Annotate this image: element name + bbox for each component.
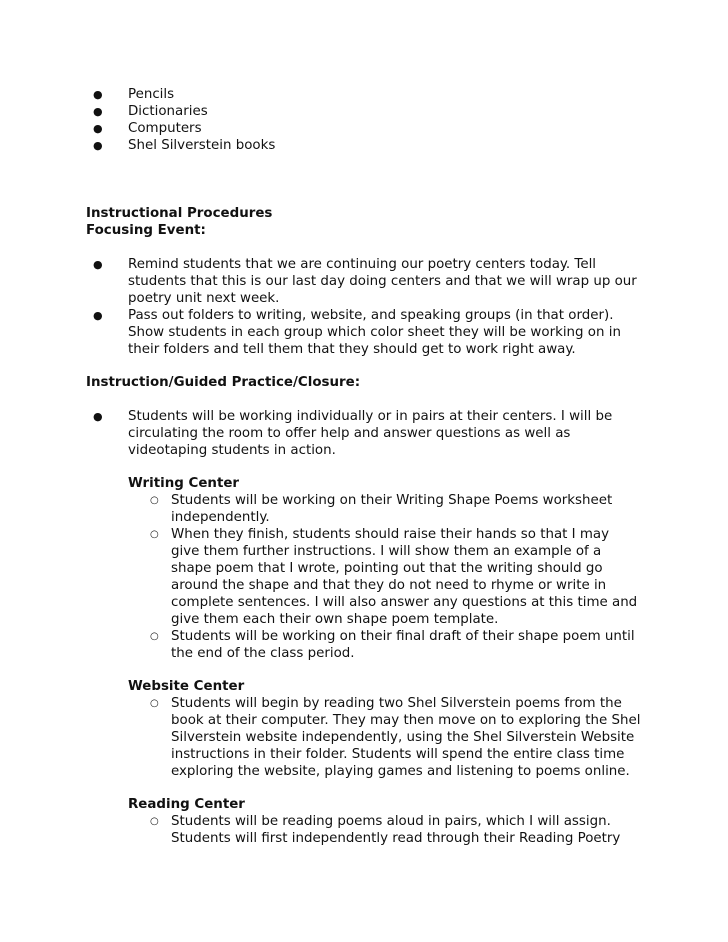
- list-item: [128, 408, 648, 847]
- list-item: ○ Students will be working on their Writing Shape Poems worksheet independently.: [171, 492, 641, 526]
- procedures-heading: Instructional Procedures: [86, 206, 273, 221]
- website-center-title: Website Center: [128, 679, 245, 694]
- list-item: ● Dictionaries: [128, 103, 688, 120]
- list-item: ○ Students will be reading poems aloud in pairs, which I will assign. Students will first independently read through their Reading Poetry: [171, 813, 641, 847]
- instruction-intro: ● Students will be working individually or in pairs at their centers. I will be circulating the room to offer help and answer questions as well as videotaping students in action.: [128, 409, 613, 458]
- reading-center-list: [171, 813, 641, 847]
- list-item: ○ Students will be working on their final draft of their shape poem until the end of the class period.: [171, 628, 641, 662]
- list-item: ● Pass out folders to writing, website, and speaking groups (in that order). Show students in each group which color sheet they will be working on in their folders and tell them that they should get to work right away.: [128, 307, 648, 358]
- focusing-heading: Focusing Event:: [86, 223, 206, 238]
- website-center-list: [171, 695, 641, 780]
- instruction-list: [128, 408, 648, 847]
- instruction-heading: Instruction/Guided Practice/Closure:: [86, 375, 361, 390]
- focusing-list: [128, 256, 648, 358]
- writing-center-list: [171, 492, 641, 662]
- list-item: ○ Students will begin by reading two Shel Silverstein poems from the book at their computer. They may then move on to exploring the Shel Silverstein website independently, using the Shel Silverstein Website instructions in their folder. Students will spend the entire class time exploring the website, playing games and listening to poems online.: [171, 695, 641, 780]
- reading-center-title: Reading Center: [128, 797, 245, 812]
- list-item: ● Remind students that we are continuing our poetry centers today. Tell students that this is our last day doing centers and that we will wrap up our poetry unit next week.: [128, 256, 648, 307]
- materials-list: [128, 86, 688, 154]
- list-item: ● Shel Silverstein books: [128, 137, 688, 154]
- list-item: ○ When they finish, students should raise their hands so that I may give them further instructions. I will show them an example of a shape poem that I wrote, pointing out that the writing should go around the shape and that they do not need to rhyme or write in complete sentences. I will also answer any questions at this time and give them each their own shape poem template.: [171, 526, 641, 628]
- list-item: ● Pencils: [128, 86, 688, 103]
- writing-center-title: Writing Center: [128, 476, 240, 491]
- list-item: ● Computers: [128, 120, 688, 137]
